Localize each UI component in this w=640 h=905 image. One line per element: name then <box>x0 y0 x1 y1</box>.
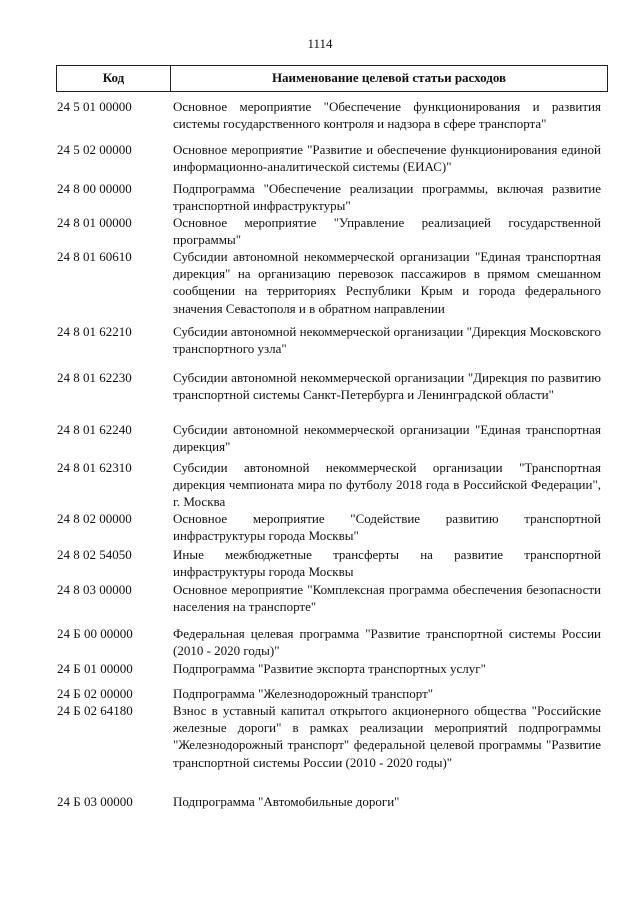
row-name: Подпрограмма "Обеспечение реализации программы, включая развитие транспортной инфраструктуры" <box>173 181 601 214</box>
row-name: Взнос в уставный капитал открытого акционерного общества "Российские железные дороги" в рамках реализации мероприятий подпрограммы "Железнодорожный транспорт" федеральной целевой программы "Развитие транспортной системы России (2010 - 2020 годы)" <box>173 703 601 770</box>
table-row <box>57 421 609 455</box>
column-header-code: Код <box>57 66 171 91</box>
row-name: Субсидии автономной некоммерческой организации "Транспортная дирекция чемпионата мира по футболу 2018 года в Российской Федерации", г. Москва <box>173 460 601 510</box>
row-code: 24 8 01 62240 <box>57 422 132 437</box>
row-code: 24 Б 00 00000 <box>57 626 133 641</box>
table-header <box>56 65 608 92</box>
row-code: 24 Б 01 00000 <box>57 661 133 676</box>
table-row <box>57 660 609 677</box>
page-number: 1114 <box>307 36 333 51</box>
table-row <box>57 459 609 511</box>
row-code: 24 8 01 62210 <box>57 324 132 339</box>
row-name: Подпрограмма "Железнодорожный транспорт" <box>173 686 434 701</box>
row-code: 24 8 03 00000 <box>57 582 132 597</box>
table-row <box>57 141 609 175</box>
table-row <box>57 702 609 771</box>
table-row <box>57 793 609 810</box>
row-code: 24 8 01 62310 <box>57 460 132 475</box>
table-row <box>57 625 609 659</box>
row-code: 24 8 00 00000 <box>57 181 132 196</box>
row-name: Субсидии автономной некоммерческой организации "Дирекция по развитию транспортной системы Санкт-Петербурга и Ленинградской области" <box>173 370 601 403</box>
table-row <box>57 581 609 615</box>
row-name: Подпрограмма "Автомобильные дороги" <box>173 794 400 809</box>
row-name: Субсидии автономной некоммерческой организации "Единая транспортная дирекция" <box>173 422 601 455</box>
table-row <box>57 180 609 214</box>
row-code: 24 Б 02 64180 <box>57 703 133 718</box>
table-row <box>57 214 609 248</box>
row-code: 24 8 01 60610 <box>57 249 132 264</box>
row-name: Основное мероприятие "Комплексная программа обеспечения безопасности населения на транспорте" <box>173 582 601 615</box>
row-name: Субсидии автономной некоммерческой организации "Дирекция Московского транспортного узла" <box>173 324 601 357</box>
row-code: 24 Б 03 00000 <box>57 794 133 809</box>
table-row <box>57 323 609 357</box>
row-code: 24 8 02 54050 <box>57 547 132 562</box>
row-code: 24 8 01 62230 <box>57 370 132 385</box>
row-name: Федеральная целевая программа "Развитие транспортной системы России (2010 - 2020 годы)" <box>173 626 601 659</box>
row-name: Иные межбюджетные трансферты на развитие транспортной инфраструктуры города Москвы <box>173 547 601 580</box>
row-code: 24 8 02 00000 <box>57 511 132 526</box>
row-code: 24 8 01 00000 <box>57 215 132 230</box>
table-row <box>57 369 609 403</box>
row-name: Подпрограмма "Развитие экспорта транспортных услуг" <box>173 661 486 676</box>
table-row <box>57 546 609 580</box>
row-name: Субсидии автономной некоммерческой организации "Единая транспортная дирекция" на организацию перевозок пассажиров в прямом смешанном сообщении на территориях Республики Крым и города федерального значения Севастополя и в обратном направлении <box>173 249 601 316</box>
column-header-name: Наименование целевой статьи расходов <box>271 70 507 85</box>
row-code: 24 Б 02 00000 <box>57 686 133 701</box>
row-name: Основное мероприятие "Развитие и обеспечение функционирования единой информационно-аналитической системы (ЕИАС)" <box>173 142 601 175</box>
row-code: 24 5 01 00000 <box>57 99 132 114</box>
row-code: 24 5 02 00000 <box>57 142 132 157</box>
table-row <box>57 98 609 132</box>
row-name: Основное мероприятие "Содействие развитию транспортной инфраструктуры города Москвы" <box>173 511 601 544</box>
table-row <box>57 510 609 544</box>
row-name: Основное мероприятие "Управление реализацией государственной программы" <box>173 215 601 248</box>
row-name: Основное мероприятие "Обеспечение функционирования и развития системы государственного контроля и надзора в сфере транспорта" <box>173 99 601 132</box>
table-row <box>57 248 609 317</box>
table-row <box>57 685 609 702</box>
